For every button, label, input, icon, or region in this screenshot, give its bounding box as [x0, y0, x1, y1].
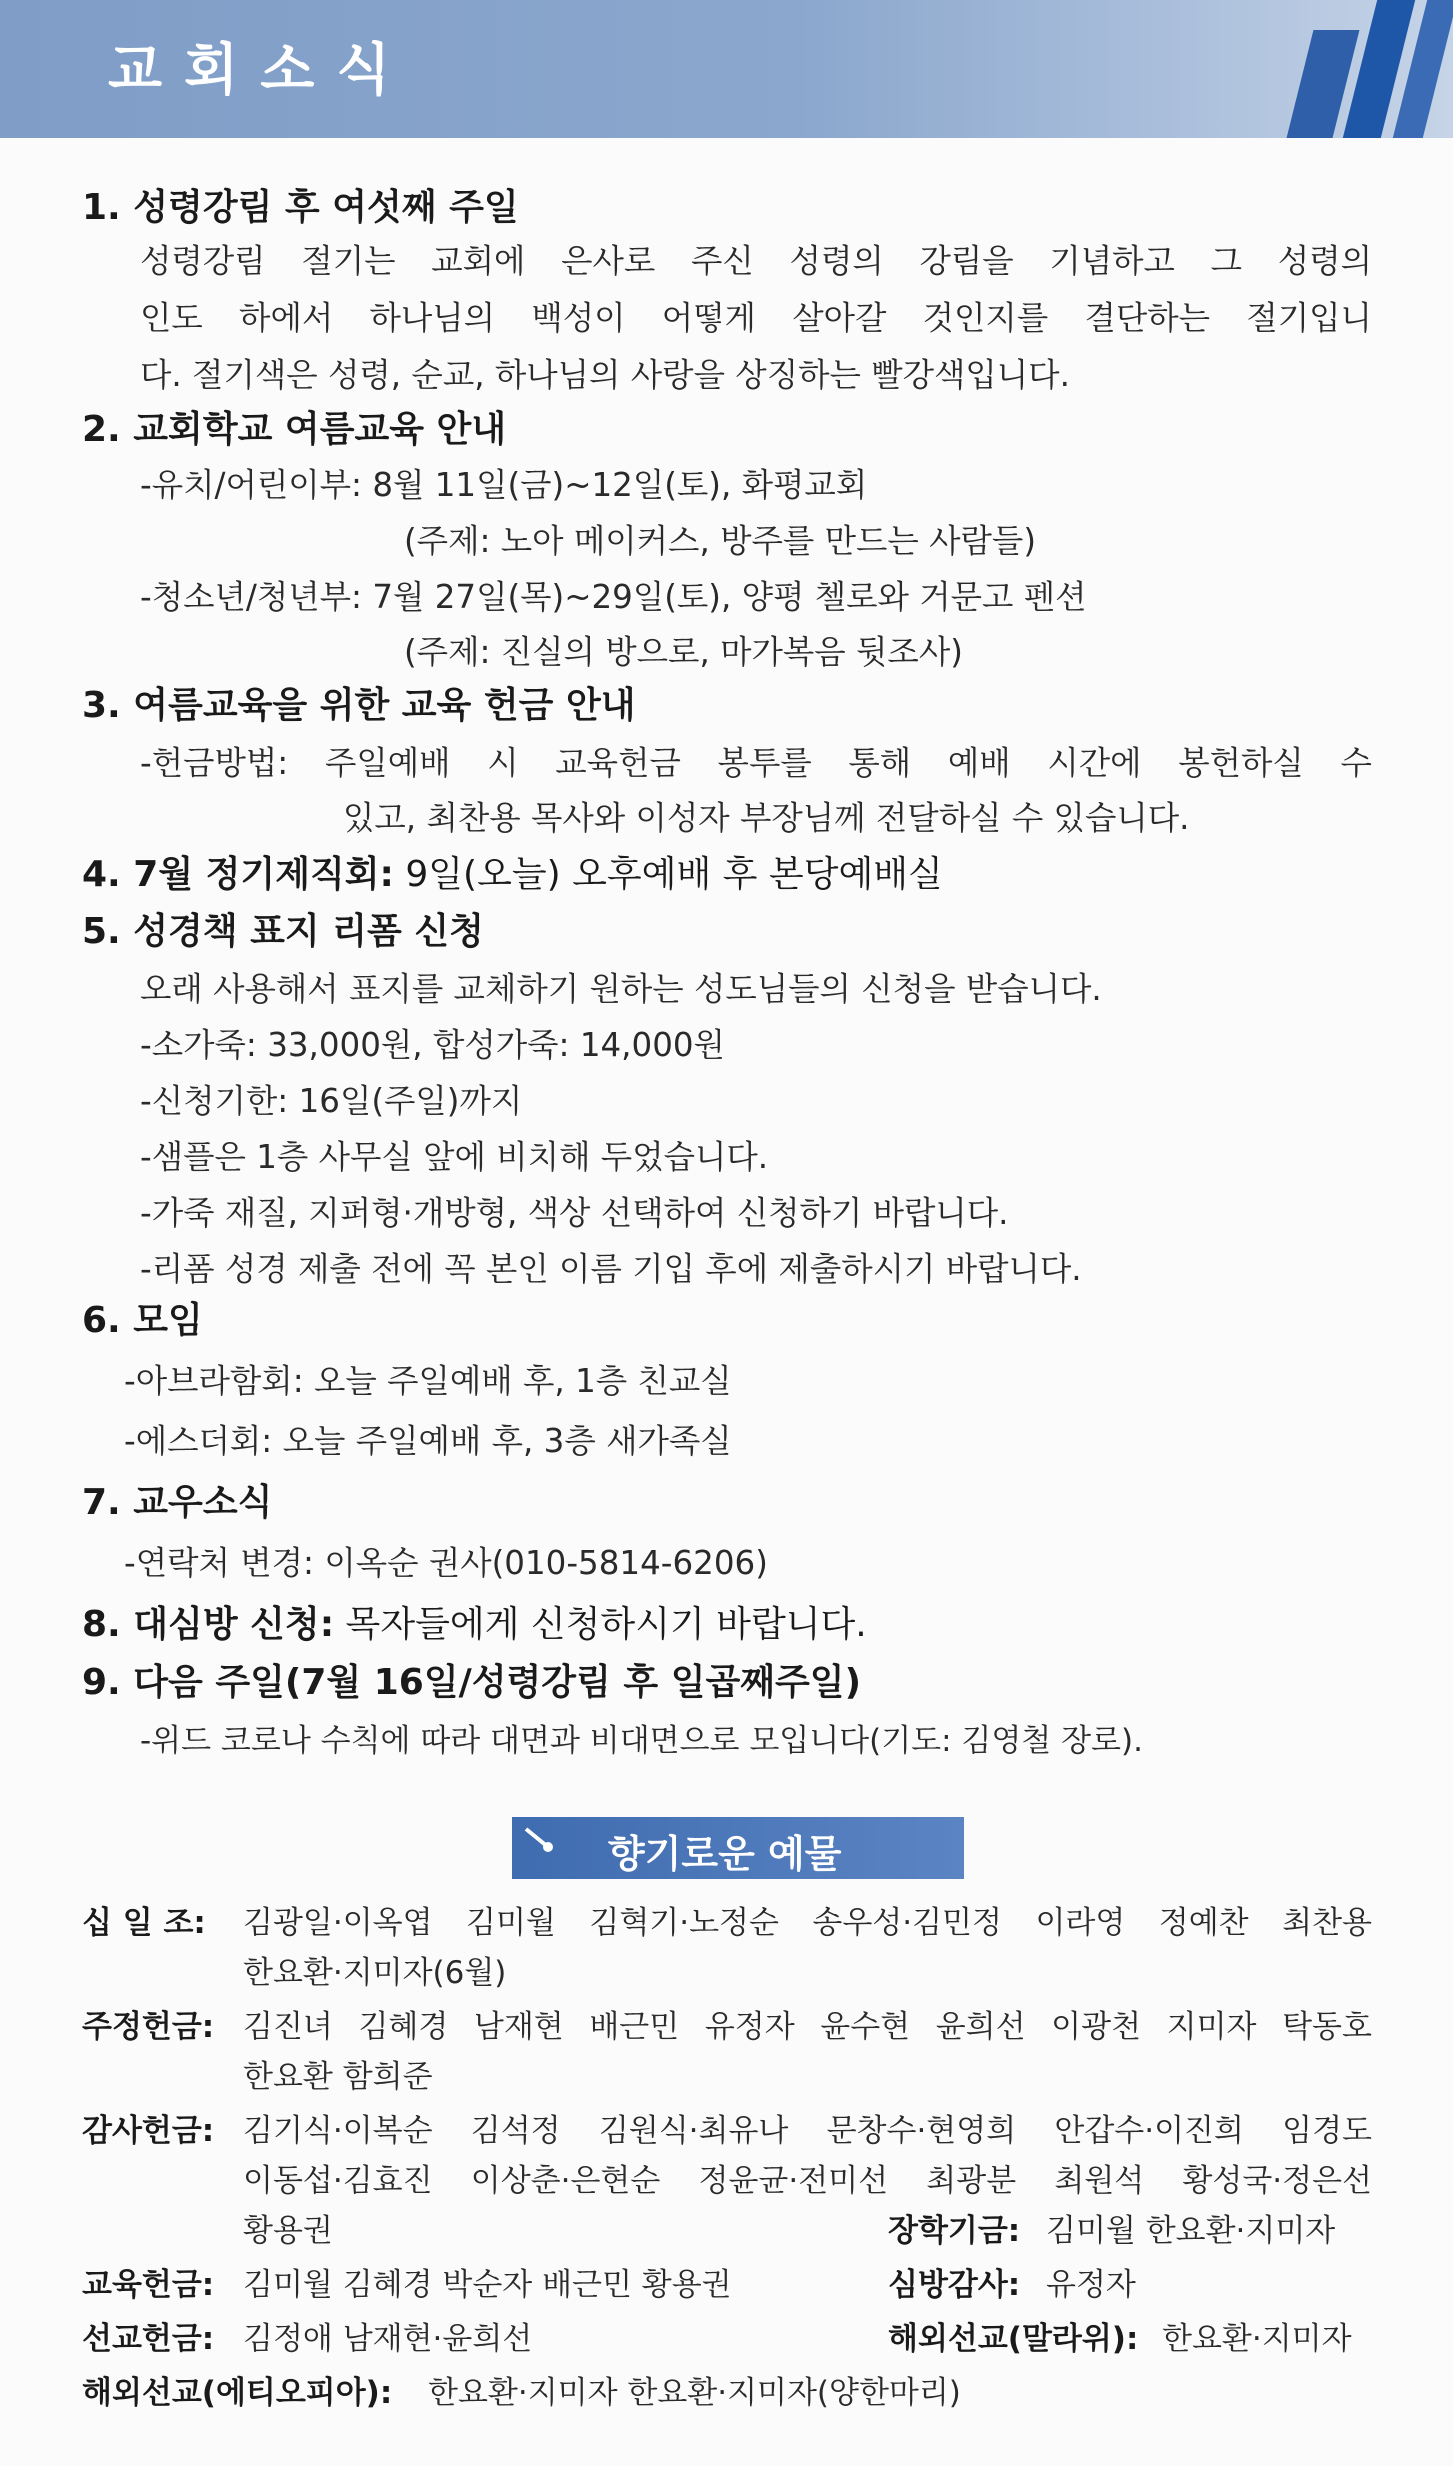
news-item-4-title: 4. 7월 정기제직회: 9일(오늘) 오후예배 후 본당예배실 [82, 854, 943, 895]
offering-names: 김미월 김혜경 박순자 배근민 황용권 [243, 2267, 732, 2303]
news-item-5-line: -리폼 성경 제출 전에 꼭 본인 이름 기입 후에 제출하시기 바랍니다. [140, 1250, 1082, 1288]
news-item-2-line: -유치/어린이부: 8월 11일(금)~12일(토), 화평교회 [140, 466, 868, 504]
offering-names: 황용권 [243, 2213, 333, 2249]
offering-names: 한요환 함희준 [243, 2059, 433, 2095]
news-item-5-line: -가죽 재질, 지퍼형·개방형, 색상 선택하여 신청하기 바랍니다. [140, 1194, 1009, 1232]
news-item-1-title: 1. 성령강림 후 여섯째 주일 [82, 187, 519, 228]
offering-title: 향기로운 예물 [608, 1832, 842, 1876]
news-item-2-title: 2. 교회학교 여름교육 안내 [82, 409, 507, 450]
news-item-6-title: 6. 모임 [82, 1300, 203, 1341]
offering-names: 김기식·이복순 김석정 김원식·최유나 문창수·현영희 안갑수·이진희 임경도 [243, 2113, 1372, 2149]
offering-label-visitation: 심방감사: [888, 2267, 1021, 2303]
header-band [0, 0, 1453, 138]
news-item-5-line: -신청기한: 16일(주일)까지 [140, 1082, 523, 1120]
news-item-5-title: 5. 성경책 표지 리폼 신청 [82, 911, 484, 952]
offering-names: 김광일·이옥엽 김미월 김혁기·노정순 송우성·김민정 이라영 정예찬 최찬용 [243, 1905, 1372, 1941]
news-item-6-line: -에스더회: 오늘 주일예배 후, 3층 새가족실 [124, 1422, 732, 1460]
ribbon-icon [524, 1825, 554, 1871]
news-item-8-title: 8. 대심방 신청: 목자들에게 신청하시기 바랍니다. [82, 1604, 867, 1645]
offering-label-mission: 선교헌금: [82, 2321, 215, 2357]
news-item-7-line: -연락처 변경: 이옥순 권사(010-5814-6206) [124, 1544, 768, 1582]
news-item-1-line: 다. 절기색은 성령, 순교, 하나님의 사랑을 상징하는 빨강색입니다. [140, 356, 1070, 394]
offering-banner [512, 1817, 964, 1879]
news-item-6-line: -아브라함회: 오늘 주일예배 후, 1층 친교실 [124, 1362, 732, 1400]
offering-names: 한요환·지미자(6월) [243, 1955, 507, 1991]
offering-label-scholarship: 장학기금: [888, 2213, 1021, 2249]
news-item-5-line: 오래 사용해서 표지를 교체하기 원하는 성도님들의 신청을 받습니다. [140, 970, 1102, 1008]
news-item-3-line: -헌금방법: 주일예배 시 교육헌금 봉투를 통해 예배 시간에 봉헌하실 수 [140, 744, 1372, 782]
news-item-9-title: 9. 다음 주일(7월 16일/성령강림 후 일곱째주일) [82, 1662, 862, 1703]
news-item-5-line: -샘플은 1층 사무실 앞에 비치해 두었습니다. [140, 1138, 769, 1176]
offering-names: 김진녀 김혜경 남재현 배근민 유정자 윤수현 윤희선 이광천 지미자 탁동호 [243, 2009, 1372, 2045]
page-title: 교회소식 [108, 38, 413, 103]
news-item-9-line: -위드 코로나 수칙에 따라 대면과 비대면으로 모입니다(기도: 김영철 장로). [140, 1723, 1143, 1759]
news-item-1-line: 인도 하에서 하나님의 백성이 어떻게 살아갈 것인지를 결단하는 절기입니 [140, 299, 1372, 337]
offering-label-weekly: 주정헌금: [82, 2009, 215, 2045]
offering-label-malawi: 해외선교(말라위): [888, 2321, 1139, 2357]
offering-label-thanks: 감사헌금: [82, 2113, 215, 2149]
news-item-2-line: -청소년/청년부: 7월 27일(목)~29일(토), 양평 첼로와 거문고 펜션 [140, 578, 1087, 616]
offering-label-ethiopia: 해외선교(에티오피아): [82, 2375, 393, 2411]
news-item-2-line: (주제: 노아 메이커스, 방주를 만드는 사람들) [404, 522, 1037, 560]
offering-label-tithe: 십 일 조: [82, 1905, 206, 1941]
news-item-7-title: 7. 교우소식 [82, 1482, 273, 1523]
offering-names: 김정애 남재현·윤희선 [243, 2321, 533, 2357]
news-item-2-line: (주제: 진실의 방으로, 마가복음 뒷조사) [404, 633, 963, 671]
offering-names: 유정자 [1046, 2267, 1136, 2303]
news-item-3-title: 3. 여름교육을 위한 교육 헌금 안내 [82, 685, 636, 726]
news-item-3-line: 있고, 최찬용 목사와 이성자 부장님께 전달하실 수 있습니다. [343, 799, 1190, 837]
news-item-1-line: 성령강림 절기는 교회에 은사로 주신 성령의 강림을 기념하고 그 성령의 [140, 242, 1372, 280]
offering-names: 한요환·지미자 [1162, 2321, 1352, 2357]
offering-names: 한요환·지미자 한요환·지미자(양한마리) [428, 2375, 961, 2411]
news-item-5-line: -소가죽: 33,000원, 합성가죽: 14,000원 [140, 1026, 725, 1064]
offering-names: 김미월 한요환·지미자 [1046, 2213, 1336, 2249]
offering-names: 이동섭·김효진 이상춘·은현순 정윤균·전미선 최광분 최원석 황성국·정은선 [243, 2163, 1372, 2199]
offering-label-education: 교육헌금: [82, 2267, 215, 2303]
